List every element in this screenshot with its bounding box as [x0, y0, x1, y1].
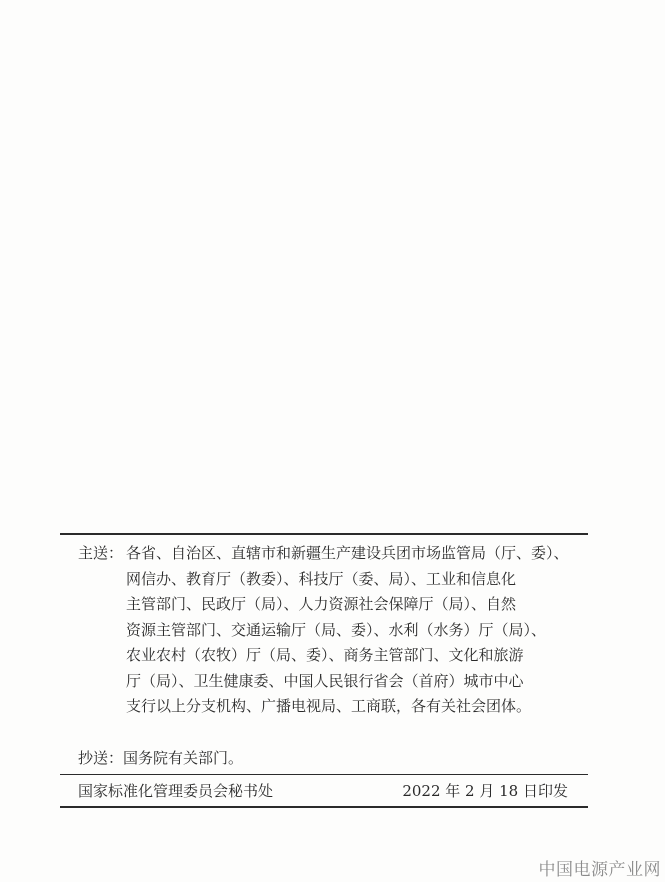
distribution-line: 主管部门、民政厅（局）、人力资源社会保障厅（局）、自然: [126, 595, 517, 613]
distribution-block: [78, 541, 578, 720]
distribution-label: 主送：: [78, 544, 124, 562]
issue-date: 2022 年 2 月 18 日印发: [402, 782, 568, 800]
distribution-line: 各省、自治区、直辖市和新疆生产建设兵团市场监管局（厅、委）、: [126, 544, 569, 562]
distribution-lines: [126, 541, 569, 720]
distribution-row: [78, 541, 578, 720]
issuance-footer: [78, 779, 568, 803]
distribution-line: 厅（局）、卫生健康委、中国人民银行省会（首府）城市中心: [126, 671, 524, 690]
middle-divider: [60, 774, 588, 775]
distribution-line: 支行以上分支机构、广播电视局、工商联，各有关社会团体。: [126, 697, 532, 715]
issuer-name: 国家标准化管理委员会秘书处: [78, 782, 274, 800]
site-watermark: 中国电源产业网: [538, 860, 661, 880]
distribution-line: 资源主管部门、交通运输厅（局、委）、水利（水务）厅（局）、: [126, 620, 547, 639]
distribution-line: 农业农村（农牧）厅（局、委）、商务主管部门、文化和旅游: [126, 646, 524, 664]
cc-line: 抄送：国务院有关部门。: [78, 749, 244, 767]
distribution-line: 网信办、教育厅（教委）、科技厅（委、局）、工业和信息化: [126, 569, 517, 588]
top-divider: [60, 533, 588, 535]
bottom-divider: [60, 806, 588, 808]
